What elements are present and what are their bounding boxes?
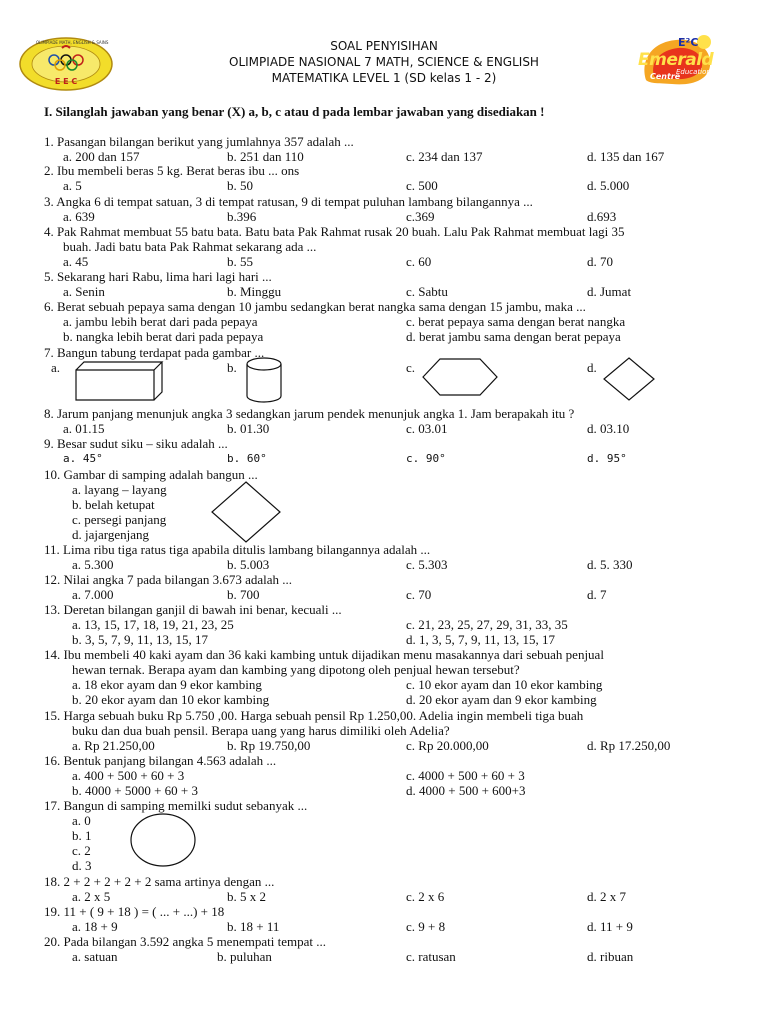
q5-option-b: b. Minggu: [227, 284, 282, 299]
question-10: 10. Gambar di samping adalah bangun ...: [44, 467, 258, 482]
q2-option-b: b. 50: [227, 178, 253, 193]
q16-option-b: b. 4000 + 5000 + 60 + 3: [72, 783, 198, 798]
q16-option-c: c. 4000 + 500 + 60 + 3: [406, 768, 525, 783]
q18-option-c: c. 2 x 6: [406, 889, 445, 904]
right-logo: [632, 30, 716, 92]
q4-option-d: d. 70: [587, 254, 613, 269]
q10-option-d: d. jajargenjang: [72, 527, 150, 542]
left-logo-ring-text: OLIMPIADE MATH, ENGLISH & SAINS: [36, 40, 109, 45]
q14-option-d: d. 20 ekor ayam dan 9 ekor kambing: [406, 692, 597, 707]
q18-option-b: b. 5 x 2: [227, 889, 266, 904]
page-header-line1: SOAL PENYISIHAN: [330, 39, 438, 53]
question-2: 2. Ibu membeli beras 5 kg. Berat beras ibu ... ons: [44, 163, 300, 178]
question-15-line1: 15. Harga sebuah buku Rp 5.750 ,00. Harga sebuah pensil Rp 1.250,00. Adelia ingin membeli tiga buah: [44, 708, 584, 723]
q1-option-d: d. 135 dan 167: [587, 149, 665, 164]
q9-option-c: c. 90°: [406, 452, 446, 465]
right-logo-main: Emerald: [638, 50, 714, 70]
q17-option-c: c. 2: [72, 843, 91, 858]
q8-option-a: a. 01.15: [63, 421, 105, 436]
question-20: 20. Pada bilangan 3.592 angka 5 menempati tempat ...: [44, 934, 326, 949]
question-13: 13. Deretan bilangan ganjil di bawah ini benar, kecuali ...: [44, 602, 342, 617]
q20-option-b: b. puluhan: [217, 949, 272, 964]
right-logo-superscript: E²C: [678, 36, 699, 49]
q2-option-d: d. 5.000: [587, 178, 630, 193]
q18-option-a: a. 2 x 5: [72, 889, 111, 904]
q19-option-c: c. 9 + 8: [406, 919, 446, 934]
q19-option-b: b. 18 + 11: [227, 919, 280, 934]
instruction-text: I. Silanglah jawaban yang benar (X) a, b, c atau d pada lembar jawaban yang disediakan !: [44, 104, 545, 119]
q10-option-c: c. persegi panjang: [72, 512, 167, 527]
rhombus-figure-q10: [210, 480, 282, 544]
page-header-line2: OLIMPIADE NASIONAL 7 MATH, SCIENCE & ENGLISH: [229, 55, 539, 69]
hexagon-figure: [420, 356, 500, 398]
question-9: 9. Besar sudut siku – siku adalah ...: [44, 436, 228, 451]
q11-option-c: c. 5.303: [406, 557, 448, 572]
question-4-line1: 4. Pak Rahmat membuat 55 batu bata. Batu bata Pak Rahmat rusak 20 buah. Lalu Pak Rahmat membuat lagi 35: [44, 224, 625, 239]
q12-option-d: d. 7: [587, 587, 607, 602]
question-12: 12. Nilai angka 7 pada bilangan 3.673 adalah ...: [44, 572, 293, 587]
cuboid-figure: [74, 360, 164, 402]
q5-option-d: d. Jumat: [587, 284, 632, 299]
question-14-line2: hewan ternak. Berapa ayam dan kambing yang dipotong oleh penjual hewan tersebut?: [72, 662, 520, 677]
q20-option-d: d. ribuan: [587, 949, 634, 964]
page-header-line3: MATEMATIKA LEVEL 1 (SD kelas 1 - 2): [271, 71, 497, 85]
q5-option-c: c. Sabtu: [406, 284, 448, 299]
question-15-line2: buku dan dua buah pensil. Berapa uang yang harus dimiliki oleh Adelia?: [72, 723, 450, 738]
q7-option-d: d.: [587, 360, 597, 375]
question-5: 5. Sekarang hari Rabu, lima hari lagi hari ...: [44, 269, 272, 284]
q15-option-c: c. Rp 20.000,00: [406, 738, 489, 753]
q9-option-a: a. 45°: [63, 452, 103, 465]
question-19: 19. 11 + ( 9 + 18 ) = ( ... + ...) + 18: [44, 904, 225, 919]
q3-option-b: b.396: [227, 209, 257, 224]
q1-option-c: c. 234 dan 137: [406, 149, 483, 164]
q1-option-b: b. 251 dan 110: [227, 149, 304, 164]
question-7: 7. Bangun tabung terdapat pada gambar ...: [44, 345, 265, 360]
circle-figure: [128, 812, 198, 868]
q7-option-b: b.: [227, 360, 237, 375]
q7-option-c: c.: [406, 360, 416, 375]
q20-option-a: a. satuan: [72, 949, 118, 964]
q17-option-a: a. 0: [72, 813, 91, 828]
q18-option-d: d. 2 x 7: [587, 889, 626, 904]
q6-option-d: d. berat jambu sama dengan berat pepaya: [406, 329, 621, 344]
q8-option-d: d. 03.10: [587, 421, 630, 436]
q20-option-c: c. ratusan: [406, 949, 456, 964]
question-17: 17. Bangun di samping memilki sudut sebanyak ...: [44, 798, 308, 813]
q12-option-c: c. 70: [406, 587, 432, 602]
q2-option-c: c. 500: [406, 178, 438, 193]
q8-option-b: b. 01.30: [227, 421, 270, 436]
q12-option-a: a. 7.000: [72, 587, 114, 602]
cylinder-figure: [244, 356, 284, 404]
q13-option-c: c. 21, 23, 25, 27, 29, 31, 33, 35: [406, 617, 568, 632]
question-18: 18. 2 + 2 + 2 + 2 + 2 sama artinya dengan ...: [44, 874, 275, 889]
q9-option-d: d. 95°: [587, 452, 627, 465]
q17-option-b: b. 1: [72, 828, 92, 843]
q12-option-b: b. 700: [227, 587, 260, 602]
question-6: 6. Berat sebuah pepaya sama dengan 10 jambu sedangkan berat nangka sama dengan 15 jambu, maka ...: [44, 299, 586, 314]
question-8: 8. Jarum panjang menunjuk angka 3 sedangkan jarum pendek menunjuk angka 1. Jam berapakah itu ?: [44, 406, 575, 421]
q13-option-d: d. 1, 3, 5, 7, 9, 11, 13, 15, 17: [406, 632, 556, 647]
question-4-line2: buah. Jadi batu bata Pak Rahmat sekarang ada ...: [63, 239, 317, 254]
q5-option-a: a. Senin: [63, 284, 105, 299]
q6-option-b: b. nangka lebih berat dari pada pepaya: [63, 329, 264, 344]
q19-option-d: d. 11 + 9: [587, 919, 633, 934]
q9-option-b: b. 60°: [227, 452, 267, 465]
rhombus-figure-q7: [602, 356, 656, 402]
q10-option-a: a. layang – layang: [72, 482, 167, 497]
q16-option-a: a. 400 + 500 + 60 + 3: [72, 768, 185, 783]
q6-option-c: c. berat pepaya sama dengan berat nangka: [406, 314, 626, 329]
q14-option-b: b. 20 ekor ayam dan 10 ekor kambing: [72, 692, 270, 707]
question-3: 3. Angka 6 di tempat satuan, 3 di tempat ratusan, 9 di tempat puluhan lambang bilangannya ...: [44, 194, 533, 209]
q3-option-a: a. 639: [63, 209, 95, 224]
question-11: 11. Lima ribu tiga ratus tiga apabila ditulis lambang bilangannya adalah ...: [44, 542, 431, 557]
q17-option-d: d. 3: [72, 858, 92, 873]
question-16: 16. Bentuk panjang bilangan 4.563 adalah ...: [44, 753, 277, 768]
q15-option-d: d. Rp 17.250,00: [587, 738, 671, 753]
q13-option-b: b. 3, 5, 7, 9, 11, 13, 15, 17: [72, 632, 209, 647]
q13-option-a: a. 13, 15, 17, 18, 19, 21, 23, 25: [72, 617, 234, 632]
q14-option-c: c. 10 ekor ayam dan 10 ekor kambing: [406, 677, 603, 692]
q4-option-c: c. 60: [406, 254, 432, 269]
q19-option-a: a. 18 + 9: [72, 919, 118, 934]
q8-option-c: c. 03.01: [406, 421, 448, 436]
q1-option-a: a. 200 dan 157: [63, 149, 140, 164]
q2-option-a: a. 5: [63, 178, 82, 193]
q3-option-d: d.693: [587, 209, 617, 224]
q6-option-a: a. jambu lebih berat dari pada pepaya: [63, 314, 258, 329]
left-logo-text: E E C: [54, 77, 78, 86]
q11-option-d: d. 5. 330: [587, 557, 633, 572]
q11-option-a: a. 5.300: [72, 557, 114, 572]
q4-option-a: a. 45: [63, 254, 89, 269]
q15-option-b: b. Rp 19.750,00: [227, 738, 311, 753]
question-1: 1. Pasangan bilangan berikut yang jumlahnya 357 adalah ...: [44, 134, 354, 149]
right-logo-sub1: Education: [676, 68, 711, 76]
q16-option-d: d. 4000 + 500 + 600+3: [406, 783, 526, 798]
q10-option-b: b. belah ketupat: [72, 497, 155, 512]
right-logo-sub2: Centre: [650, 72, 681, 81]
q14-option-a: a. 18 ekor ayam dan 9 ekor kambing: [72, 677, 262, 692]
question-14-line1: 14. Ibu membeli 40 kaki ayam dan 36 kaki kambing untuk dijadikan menu masakannya dari sebuah penjual: [44, 647, 604, 662]
q7-option-a: a.: [51, 360, 61, 375]
q4-option-b: b. 55: [227, 254, 253, 269]
q11-option-b: b. 5.003: [227, 557, 270, 572]
q15-option-a: a. Rp 21.250,00: [72, 738, 155, 753]
q3-option-c: c.369: [406, 209, 435, 224]
